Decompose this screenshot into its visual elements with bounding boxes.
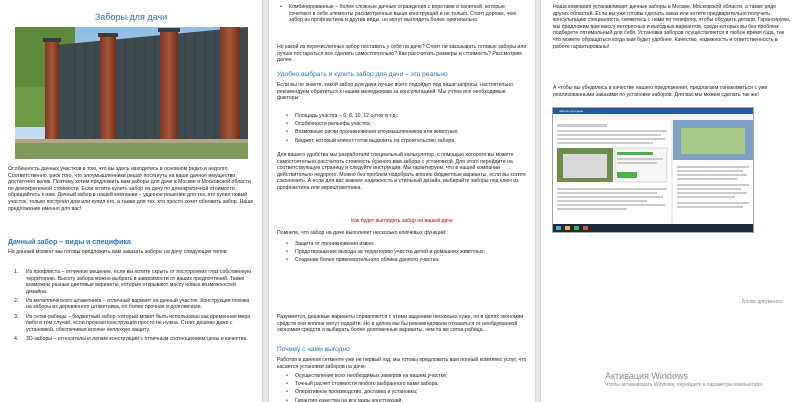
functions-lead: Помните, что забор на даче выполняет несколько ключевых функций: bbox=[277, 230, 447, 236]
list-item: • Бюджет, который клиент готов выделить на строительство забора. bbox=[283, 138, 527, 145]
list-item: • Создание более привлекательного облика данного участка. bbox=[283, 257, 527, 264]
list-item: 4. 3D-заборы – относительно легкие конструкции с отличным соотношением цены и качества. bbox=[14, 335, 248, 342]
combined-fence-item bbox=[277, 4, 527, 25]
list-item: • Защита от проникновения извне; bbox=[283, 241, 527, 248]
embedded-screenshot bbox=[552, 107, 754, 233]
blocks-footer-link[interactable]: Блоки документа bbox=[742, 299, 782, 305]
document-page-2 bbox=[268, 0, 536, 402]
company-paragraph: Наша компания устанавливает дачные заборы в Москве, Московской области, а также ряде других областей. Если вы уже готовы сделать заказ или хотите предварительно получить консультацию специалиста, свяжитесь с нами по телефону, чтобы обсудить детали. Гарантируем, мы предложим вам массу интересных и выгодных вариантов, среди которых вы без проблем подберете оптимальный для себя. Установка заборов осуществляется в любое время года, так что можете обращаться когда вам будет удобнее. Качество, надежность и ответственность в работе гарантированы! bbox=[553, 4, 791, 50]
preview-link[interactable]: Как будет выглядеть забор на вашей даче bbox=[351, 218, 453, 224]
page-title: Заборы для дачи bbox=[94, 12, 168, 22]
list-item: • Комбинированные – более сложные дачные ограждения с воротами и калиткой, которые сочетают в себе элементы рассмотренных выше конструкций и не только. Стоит дороже, чем забор из профнастила и другие виды, но могут выглядеть более оригинально. bbox=[277, 4, 527, 24]
list-item: 1. Из профлиста – отличное решение, если вы хотите скрыть от посторонних глаз собственную территорию. Высоту забора можно выбрать в зависимости от ваших предпочтений. Также возможны разные цветовые варианты, которые открывают массу новых возможностей дизайна. bbox=[14, 269, 252, 295]
economy-paragraph: Разумеется, дешевые варианты справляются с этими задачами несколько хуже, но в целях экономии средств они вполне могут подойти. Но в целом мы бы рекомендовали отказаться от необдуманной экономии средств и выбирать более долговечные варианты, чем та же сетка-рабица. bbox=[277, 314, 524, 334]
screenshot-caption: Заборы для дачи bbox=[559, 109, 584, 113]
list-item: 2. Из металлического штакетника – отличный вариант на дачный участок. Конструкция похожа на заборы из деревянного штакетника, но более прочная и долговечная. bbox=[14, 297, 250, 311]
list-item: • Особенности рельефа участка; bbox=[283, 121, 527, 128]
portfolio-paragraph: А чтобы вы убедились в качестве нашего предложения, предлагаем ознакомиться с уже реализованными заказами по установке заборов. Для вас мы можем сделать так же! bbox=[553, 85, 768, 98]
list-item: • Оперативное производство, доставка и установка; bbox=[283, 389, 527, 396]
section-heading: Дачный забор – виды и специфика bbox=[8, 239, 131, 246]
services-lead: Работая в данном сегменте уже не первый год, мы готовы предложить вам полный комплекс услуг, что касается установки заборов на даче: bbox=[277, 357, 527, 370]
services-list bbox=[283, 373, 527, 402]
document-page-1 bbox=[0, 0, 263, 402]
why-us-heading: Почему с нами выгодно bbox=[277, 346, 350, 353]
windows-activation-watermark bbox=[605, 371, 795, 389]
fence-photo bbox=[15, 27, 248, 159]
fence-types-list bbox=[10, 269, 256, 345]
choose-heading: Удобно выбрать и купить забор для дачи – это реально bbox=[277, 71, 448, 78]
screenshot-image bbox=[553, 108, 753, 232]
calculator-paragraph: Для вашего удобства мы разработали специальный калькулятор, с помощью которого вы можете самостоятельно рассчитать стоимость нужного вам забора с установкой. Для этого перейдите на соответствующую страницу и следуйте инструкции. Мы гарантируем, что в нашей компании действительно недорого. Можно без проблем подобрать вполне бюджетные варианты, если вы хотите сэкономить. А если для вас важнее надежность и стильный дизайн, выбирайте заборы под ключ из профнастила или еврештакетника. bbox=[277, 152, 526, 191]
list-item: • Предотвращение выхода за территорию участка детей и домашних животных; bbox=[283, 249, 527, 256]
watermark-title: Активация Windows bbox=[605, 371, 688, 381]
list-item: • Площадь участка – 6, 8, 10, 12 соток и т.д.; bbox=[283, 113, 527, 120]
section-lead: На данный момент мы готовы предложить вам заказать заборы на дачу следующих типов: bbox=[8, 249, 228, 255]
consult-paragraph: Если вы не знаете, какой забор для дачи лучше всего подойдет под ваши запросы, настоятельно рекомендуем обратиться к нашим менеджерам за консультацией. Мы учтем все необходимые факторы: bbox=[277, 82, 513, 102]
list-item: • Гарантия качества на все виды конструкций. bbox=[283, 398, 527, 402]
fence-illustration bbox=[15, 27, 248, 159]
functions-list bbox=[283, 241, 527, 266]
watermark-subtitle: Чтобы активировать Windows, перейдите в параметры компьютера. bbox=[605, 382, 764, 388]
list-item: 3. Из сетки-рабицы – бюджетный забор, который может быть использован как временная мера либо в том случае, если прочная конструкция просто не нужна. Стоит дешево даже с установкой, обеспечивая вполне неплохую защиту. bbox=[14, 313, 251, 333]
list-item: • Точный расчет стоимости любого выбранного вами забора; bbox=[283, 381, 527, 388]
questions-paragraph: Но какой из перечисленных забор поставить у себя на даче? Стоит ли заказывать готовые заборы или лучше постараться все сделать самостоятельно? Как рассчитать размеры и стоимость? Рассмотрим далее. bbox=[277, 44, 527, 64]
factors-list bbox=[283, 113, 527, 146]
list-item: • Возможные риски проникновения злоумышленников или животных; bbox=[283, 129, 527, 136]
list-item: • Осуществление всех необходимых замеров на вашем участке; bbox=[283, 373, 527, 380]
intro-paragraph: Особенность дачных участков в том, что вы здесь находитесь в основном редко и недолго. Соответственно, риск того, что злоумышленники решат посягнуть на ваше дачное имущество, достаточно велик. Поэтому хотим предложить вам заборы для дачи в Москве и Московской области по демократичной стоимости. Если хотите купить забор на дачу по демократичной стоимости, обращайтесь к нам. Дачный забор в нашей компании – удачное решение для тех, кто купил новый участок, только построил дом или купил его, а также для тех, кто просто хочет обновить забор. Наше предложение именно для вас! bbox=[8, 166, 254, 212]
